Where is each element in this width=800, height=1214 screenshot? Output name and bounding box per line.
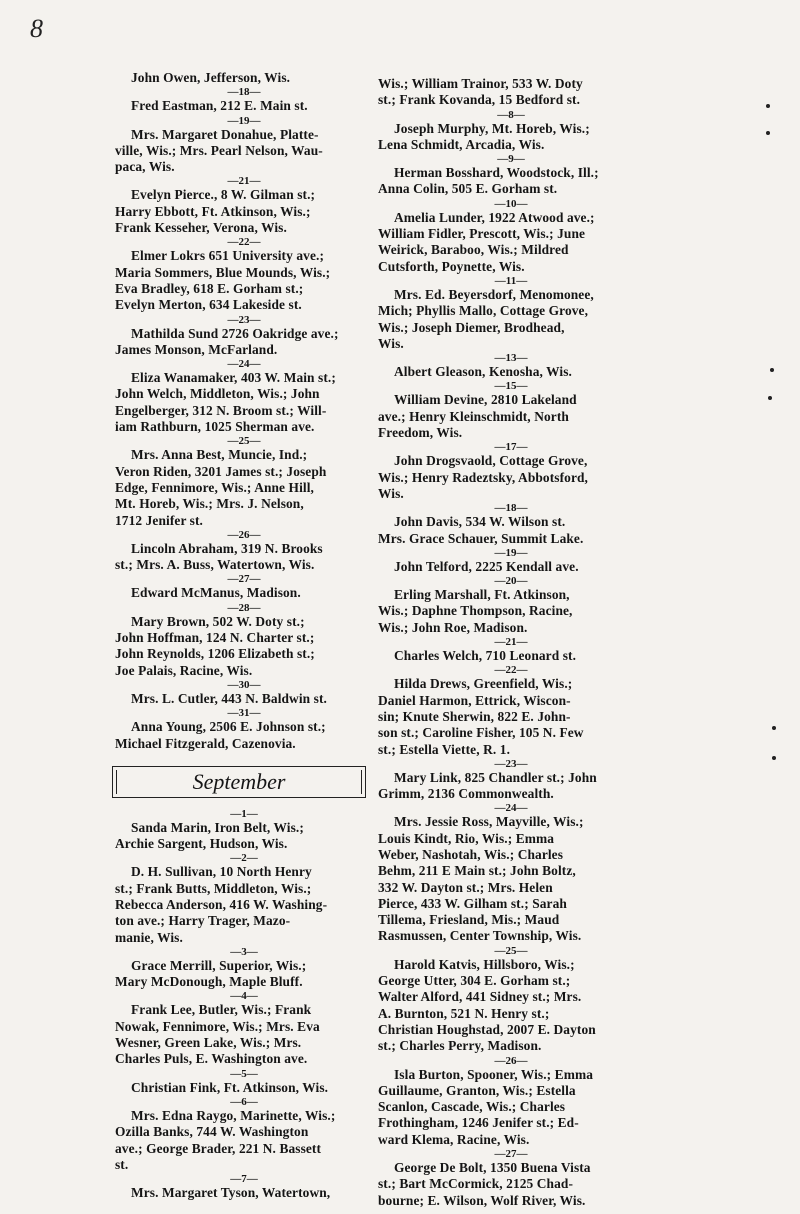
birthday-entry: Grace Merrill, Superior, Wis.; Mary McDonough, Maple Bluff. — [115, 957, 307, 990]
day-heading: —21— — [494, 636, 528, 649]
birthday-entry: Edward McManus, Madison. — [131, 585, 301, 601]
day-heading: —10— — [494, 197, 528, 210]
day-heading: —22— — [494, 664, 528, 677]
scan-speck — [772, 756, 776, 760]
day-heading: —15— — [494, 380, 528, 393]
day-heading: —2— — [230, 852, 258, 865]
day-heading: —25— — [494, 944, 528, 957]
day-heading: —9— — [497, 153, 525, 166]
day-heading: —27— — [227, 573, 261, 586]
birthday-entry: Mrs. Jessie Ross, Mayville, Wis.; Louis Kindt, Rio, Wis.; Emma Weber, Nashotah, Wis.; Charles Behm, 211 E Main st.; John Boltz, 332 W. Dayton st.; Mrs. Helen Pierce, 433 W. Gilham st.; Sarah Tillema, Friesland, Mis.; Maud Rasmussen, Center Township, Wis. — [378, 814, 584, 944]
day-heading: —5— — [230, 1067, 258, 1080]
birthday-entry: Elmer Lokrs 651 University ave.; Maria Sommers, Blue Mounds, Wis.; Eva Bradley, 618 E. Gorham st.; Evelyn Merton, 634 Lakeside st. — [115, 248, 331, 313]
birthday-entry: Christian Fink, Ft. Atkinson, Wis. — [131, 1079, 329, 1095]
birthday-entry: Amelia Lunder, 1922 Atwood ave.; William Fidler, Prescott, Wis.; June Weirick, Baraboo, Wis.; Mildred Cutsforth, Poynette, Wis. — [378, 209, 595, 274]
day-heading: —3— — [230, 945, 258, 958]
birthday-entry: Wis.; William Trainor, 533 W. Doty st.; Frank Kovanda, 15 Bedford st. — [378, 76, 583, 108]
birthday-entry: George De Bolt, 1350 Buena Vista st.; Bart McCormick, 2125 Chad- bourne; E. Wilson, Wolf River, Wis. — [378, 1160, 591, 1208]
birthday-entry: John Owen, Jefferson, Wis. — [131, 70, 291, 85]
scan-speck — [772, 726, 776, 730]
birthday-entry: Mrs. Margaret Donahue, Platte- ville, Wis.; Mrs. Pearl Nelson, Wau- paca, Wis. — [115, 126, 323, 175]
day-heading: —21— — [227, 175, 261, 188]
birthday-entry: Sanda Marin, Iron Belt, Wis.; Archie Sargent, Hudson, Wis. — [115, 819, 304, 852]
birthday-entry: Erling Marshall, Ft. Atkinson, Wis.; Daphne Thompson, Racine, Wis.; John Roe, Madison. — [378, 587, 573, 635]
birthday-entry: Mrs. L. Cutler, 443 N. Baldwin st. — [131, 690, 327, 706]
birthday-entry: D. H. Sullivan, 10 North Henry st.; Frank Butts, Middleton, Wis.; Rebecca Anderson, 416 W. Washing- ton ave.; Harry Trager, Mazo- manie, Wis. — [115, 864, 328, 945]
day-heading: —18— — [227, 86, 261, 99]
day-heading: —25— — [227, 435, 261, 448]
month-heading-box — [112, 766, 366, 798]
birthday-entry: Mrs. Ed. Beyersdorf, Menomonee, Mich; Phyllis Mallo, Cottage Grove, Wis.; Joseph Diemer, Brodhead, Wis. — [378, 286, 594, 351]
left-column — [115, 70, 373, 1201]
birthday-entry: John Davis, 534 W. Wilson st. Mrs. Grace Schauer, Summit Lake. — [378, 514, 584, 546]
day-heading: —23— — [227, 313, 261, 326]
day-heading: —19— — [494, 546, 528, 559]
birthday-entry: Albert Gleason, Kenosha, Wis. — [394, 364, 572, 380]
day-heading: —17— — [494, 441, 528, 454]
day-heading: —27— — [494, 1148, 528, 1161]
day-heading: —24— — [227, 358, 261, 371]
day-heading: —11— — [494, 274, 528, 287]
day-heading: —6— — [230, 1095, 258, 1108]
birthday-entry: Mrs. Anna Best, Muncie, Ind.; Veron Riden, 3201 James st.; Joseph Edge, Fennimore, Wis.; Anne Hill, Mt. Horeb, Wis.; Mrs. J. Nelson, 1712 Jenifer st. — [115, 447, 327, 528]
birthday-entry: Mary Brown, 502 W. Doty st.; John Hoffman, 124 N. Charter st.; John Reynolds, 1206 Elizabeth st.; Joe Palais, Racine, Wis. — [115, 613, 315, 678]
day-heading: —22— — [227, 236, 261, 249]
birthday-entry: Harold Katvis, Hillsboro, Wis.; George Utter, 304 E. Gorham st.; Walter Alford, 441 Sidney st.; Mrs. A. Burnton, 521 N. Henry st.; Christian Houghstad, 2007 E. Dayton st.; Charles Perry, Madison. — [378, 956, 596, 1054]
birthday-entry: Mrs. Edna Raygo, Marinette, Wis.; Ozilla Banks, 744 W. Washington ave.; George Brader, 221 N. Bassett st. — [115, 1107, 336, 1172]
birthday-entry: Isla Burton, Spooner, Wis.; Emma Guillaume, Granton, Wis.; Estella Scanlon, Cascade, Wis.; Charles Frothingham, 1246 Jenifer st.; Ed- ward Klema, Racine, Wis. — [378, 1066, 594, 1147]
birthday-entry: Eliza Wanamaker, 403 W. Main st.; John Welch, Middleton, Wis.; John Engelberger, 312 N. Broom st.; Will- iam Rathburn, 1025 Sherman ave. — [115, 370, 336, 435]
page-number: 8 — [30, 14, 43, 43]
day-heading: —13— — [494, 352, 528, 365]
day-heading: —26— — [494, 1054, 528, 1067]
day-heading: —24— — [494, 802, 528, 815]
day-heading: —18— — [494, 502, 528, 515]
scan-speck — [766, 131, 770, 135]
birthday-entry: Mathilda Sund 2726 Oakridge ave.; James Monson, McFarland. — [115, 325, 339, 357]
day-heading: —8— — [497, 108, 525, 121]
day-heading: —31— — [227, 707, 261, 720]
month-heading: September — [192, 768, 286, 794]
day-heading: —19— — [227, 114, 261, 127]
birthday-entry: Evelyn Pierce., 8 W. Gilman st.; Harry Ebbott, Ft. Atkinson, Wis.; Frank Kesseher, Verona, Wis. — [115, 187, 316, 236]
day-heading: —1— — [230, 807, 258, 820]
birthday-entry: Lincoln Abraham, 319 N. Brooks st.; Mrs. A. Buss, Watertown, Wis. — [115, 540, 323, 573]
day-heading: —26— — [227, 528, 261, 541]
scan-speck — [770, 368, 774, 372]
birthday-entry: Mrs. Margaret Tyson, Watertown, — [131, 1185, 331, 1201]
birthday-entry: Mary Link, 825 Chandler st.; John Grimm, 2136 Commonwealth. — [378, 769, 597, 802]
birthday-entry: Herman Bosshard, Woodstock, Ill.; Anna Colin, 505 E. Gorham st. — [378, 165, 599, 197]
birthday-entry: William Devine, 2810 Lakeland ave.; Henry Kleinschmidt, North Freedom, Wis. — [378, 392, 577, 441]
day-heading: —7— — [230, 1173, 258, 1186]
birthday-entry: Joseph Murphy, Mt. Horeb, Wis.; Lena Schmidt, Arcadia, Wis. — [378, 120, 590, 152]
birthday-entry: Frank Lee, Butler, Wis.; Frank Nowak, Fennimore, Wis.; Mrs. Eva Wesner, Green Lake, Wis.; Mrs. Charles Puls, E. Washington ave. — [115, 1002, 320, 1067]
birthday-entry: John Telford, 2225 Kendall ave. — [394, 558, 579, 574]
scan-speck — [768, 396, 772, 400]
birthday-entry: Hilda Drews, Greenfield, Wis.; Daniel Harmon, Ettrick, Wiscon- sin; Knute Sherwin, 822 E. John- son st.; Caroline Fisher, 105 N. Few st.; Estella Viette, R. 1. — [378, 676, 584, 757]
birthday-entry: Charles Welch, 710 Leonard st. — [394, 648, 577, 664]
right-column — [378, 76, 644, 1209]
day-heading: —20— — [494, 575, 528, 588]
day-heading: —23— — [494, 757, 528, 770]
birthday-entry: John Drogsvaold, Cottage Grove, Wis.; Henry Radeztsky, Abbotsford, Wis. — [378, 453, 588, 501]
day-heading: —30— — [227, 678, 261, 691]
birthday-entry: Anna Young, 2506 E. Johnson st.; Michael Fitzgerald, Cazenovia. — [115, 719, 326, 751]
day-heading: —4— — [230, 990, 258, 1003]
scan-speck — [766, 104, 770, 108]
day-heading: —28— — [227, 601, 261, 614]
birthday-entry: Fred Eastman, 212 E. Main st. — [131, 98, 308, 114]
